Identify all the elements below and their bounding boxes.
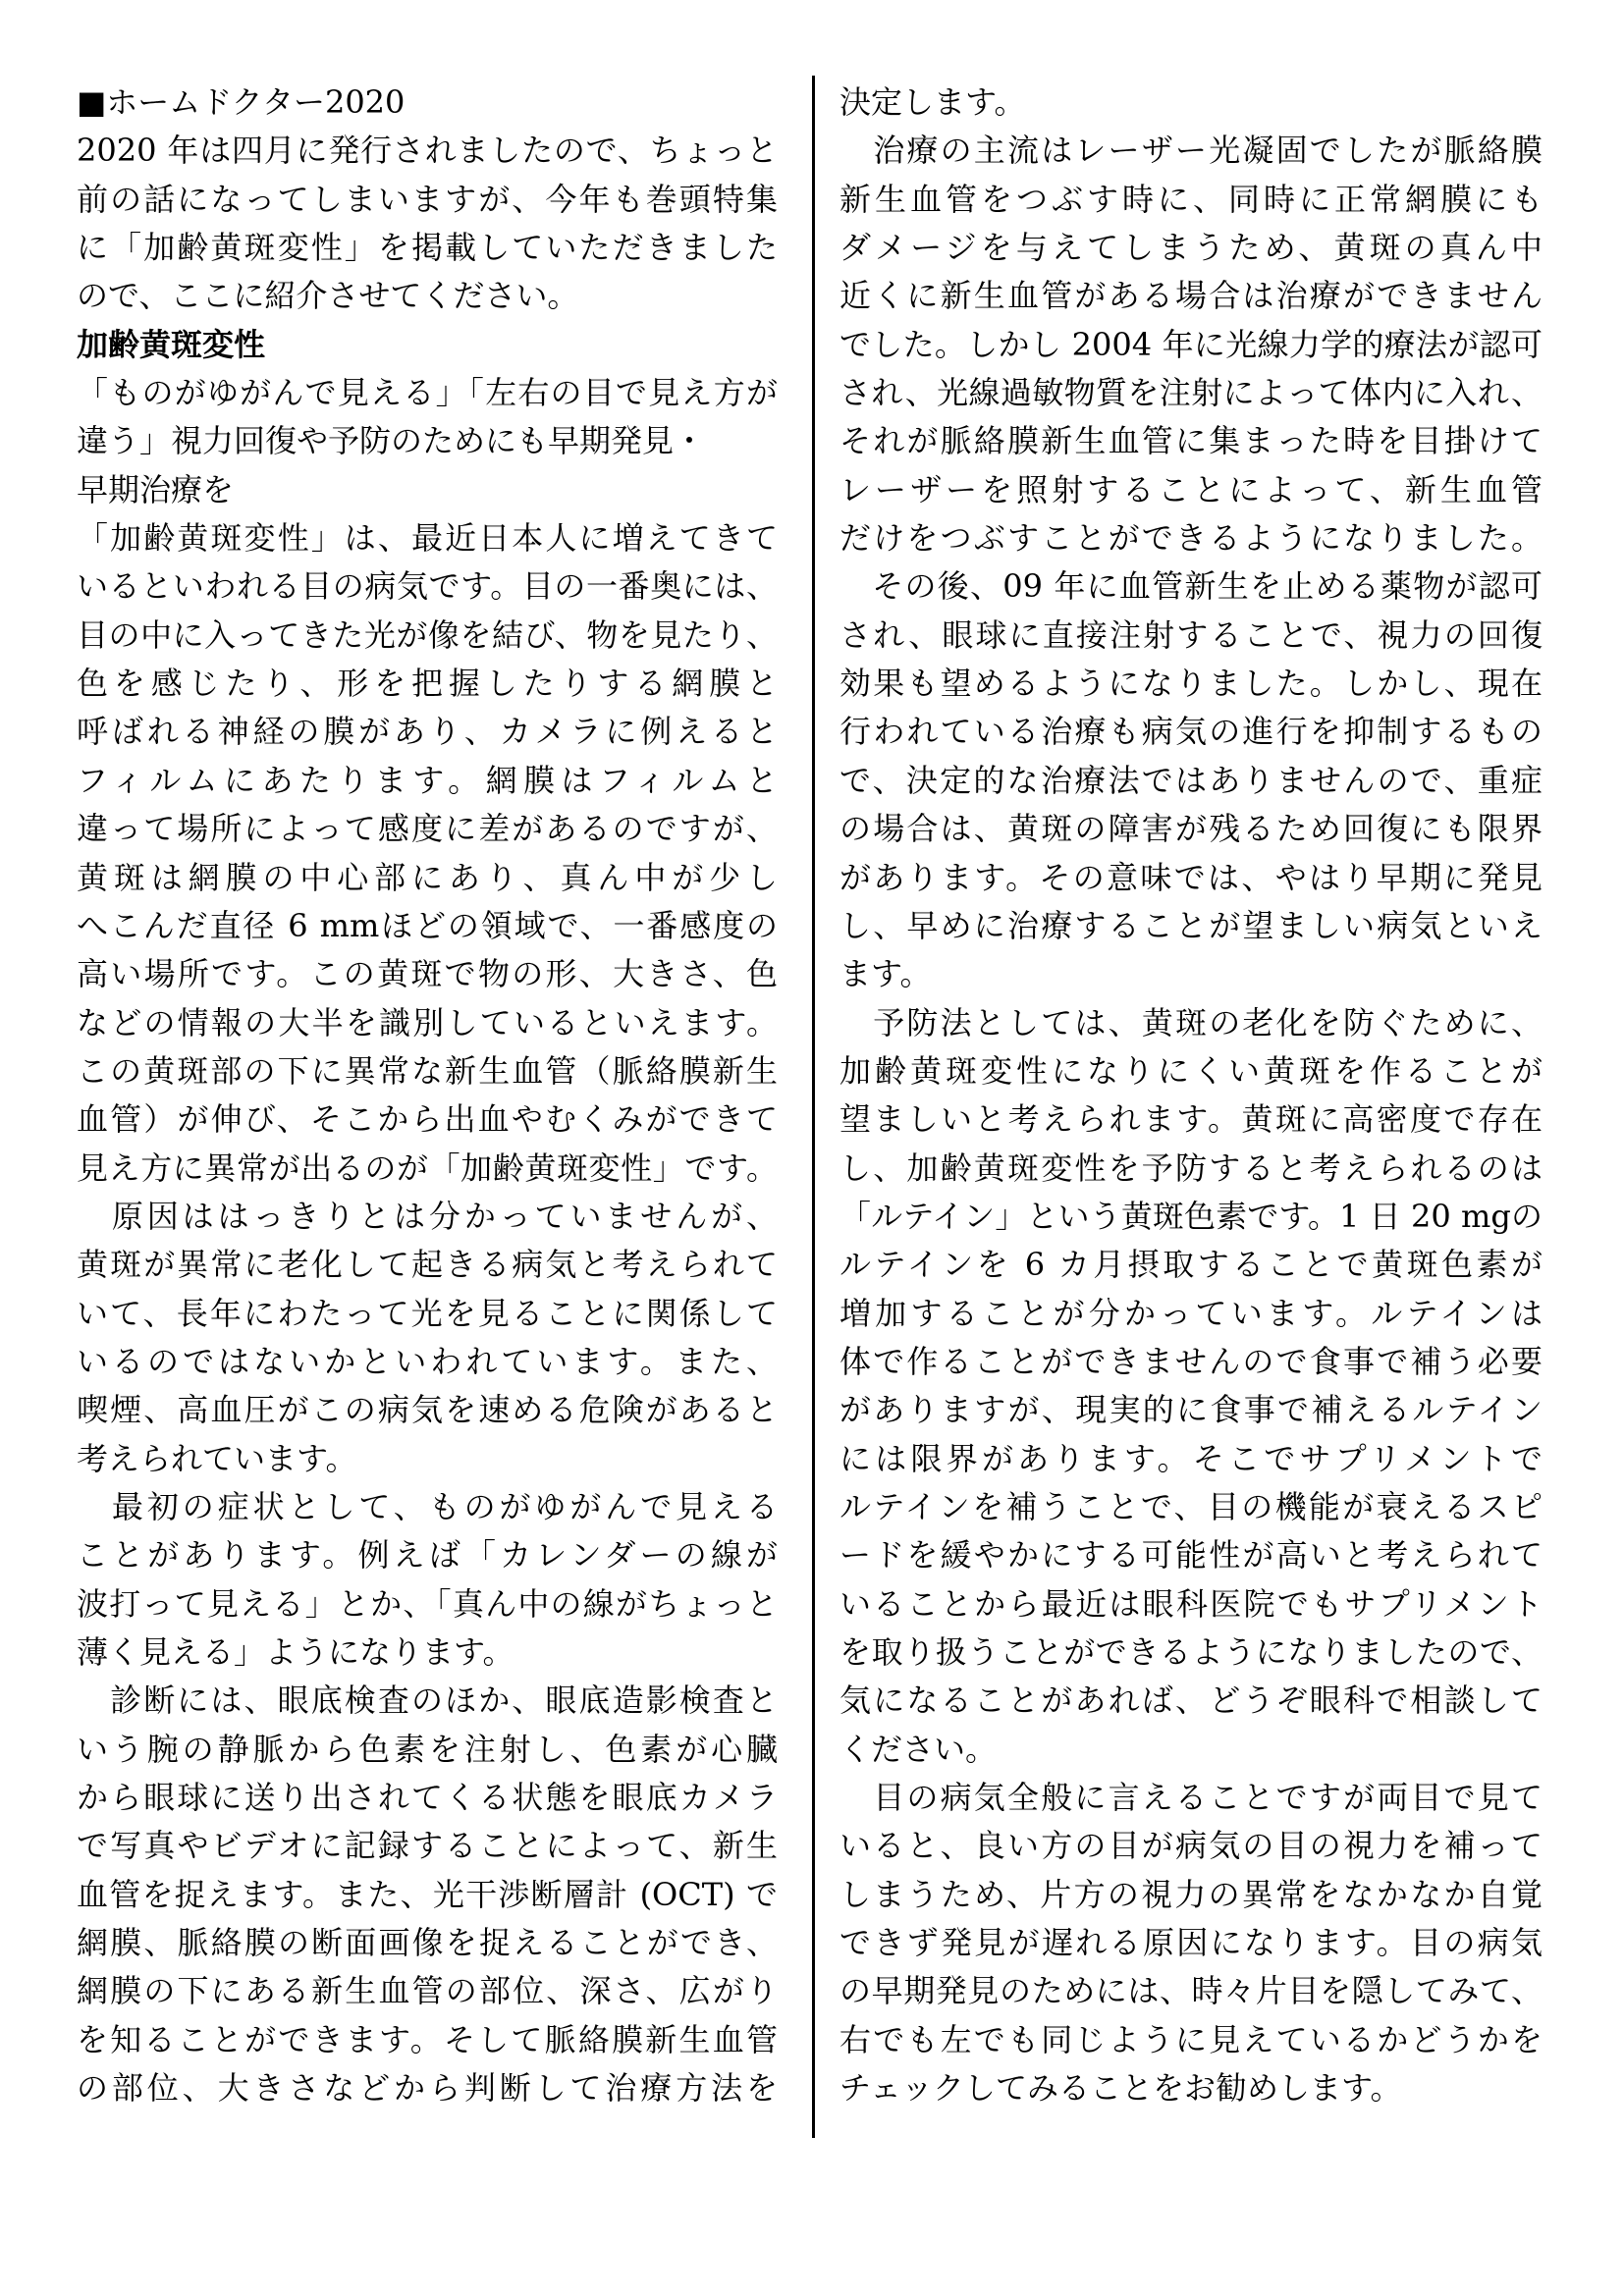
text-line: 波打って見える」とか、「真ん中の線がちょっと <box>77 1584 778 1623</box>
text-line: 右でも左でも同じように見えているかどうかを <box>839 2020 1543 2058</box>
text-line: いると、良い方の目が病気の目の視力を補って <box>839 1827 1543 1865</box>
text-line: 決定します。 <box>839 83 1026 121</box>
text-line: を知ることができます。そして脈絡膜新生血管 <box>77 2020 778 2058</box>
text-line: ことがあります。例えば「カレンダーの線が <box>77 1536 778 1575</box>
section-heading: 加齢黄斑変性 <box>77 325 266 363</box>
text-line: いるといわれる目の病気です。目の一番奥には、 <box>77 567 778 606</box>
column-divider <box>812 76 815 2138</box>
text-line: 行われている治療も病気の進行を抑制するもの <box>839 713 1543 751</box>
text-line: それが脈絡膜新生血管に集まった時を目掛けて <box>839 422 1543 460</box>
text-line: 呼ばれる神経の膜があり、カメラに例えると <box>77 713 778 751</box>
text-line: から眼球に送り出されてくる状態を眼底カメラ <box>77 1779 778 1817</box>
text-line: 血管を捉えます。また、光干渉断層計 (OCT) で <box>77 1875 778 1913</box>
text-line: 目の病気全般に言えることですが両目で見て <box>839 1779 1543 1817</box>
text-line: で写真やビデオに記録することによって、新生 <box>77 1827 778 1865</box>
text-line: 網膜、脈絡膜の断面画像を捉えることができ、 <box>77 1924 778 1962</box>
text-line: 効果も望めるようになりました。しかし、現在 <box>839 665 1543 703</box>
text-line: その後、09 年に血管新生を止める薬物が認可 <box>839 567 1543 606</box>
text-line: 黄斑が異常に老化して起きる病気と考えられて <box>77 1246 778 1284</box>
text-line: ルテインを補うことで、目の機能が衰えるスピ <box>839 1487 1543 1525</box>
text-line: ルテインを 6 カ月摂取することで黄斑色素が <box>839 1246 1543 1284</box>
text-line: できず発見が遅れる原因になります。目の病気 <box>839 1924 1543 1962</box>
text-line: 喫煙、高血圧がこの病気を速める危険があると <box>77 1391 778 1429</box>
text-line: しまうため、片方の視力の異常をなかなか自覚 <box>839 1875 1543 1913</box>
text-line: ■ホームドクター2020 <box>77 83 406 121</box>
text-line: 「ルテイン」という黄斑色素です。1 日 20 mgの <box>839 1197 1543 1235</box>
text-line: 目の中に入ってきた光が像を結び、物を見たり、 <box>77 615 778 654</box>
text-line: 2020 年は四月に発行されましたので、ちょっと <box>77 132 778 170</box>
text-line: 加齢黄斑変性になりにくい黄斑を作ることが <box>839 1051 1543 1090</box>
text-line: の場合は、黄斑の障害が残るため回復にも限界 <box>839 810 1543 848</box>
text-line: の早期発見のためには、時々片目を隠してみて、 <box>839 1972 1543 2010</box>
text-line: ます。 <box>839 955 932 993</box>
text-line: だけをつぶすことができるようになりました。 <box>839 519 1543 558</box>
text-line: 増加することが分かっています。ルテインは <box>839 1294 1543 1332</box>
text-line: 体で作ることができませんので食事で補う必要 <box>839 1342 1543 1380</box>
text-line: に「加齢黄斑変性」を掲載していただきました <box>77 229 778 267</box>
text-line: 網膜の下にある新生血管の部位、深さ、広がり <box>77 1972 778 2010</box>
text-line: し、加齢黄斑変性を予防すると考えられるのは <box>839 1148 1543 1187</box>
text-line: 原因ははっきりとは分かっていませんが、 <box>77 1197 778 1235</box>
text-line: チェックしてみることをお勧めします。 <box>839 2069 1402 2108</box>
right-column <box>839 79 1543 2112</box>
text-line: 早期治療を <box>77 470 235 508</box>
text-line: の部位、大きさなどから判断して治療方法を <box>77 2069 778 2108</box>
text-line: 「加齢黄斑変性」は、最近日本人に増えてきて <box>77 519 778 558</box>
text-line: いることから最近は眼科医院でもサプリメント <box>839 1584 1543 1623</box>
text-line: 色を感じたり、形を把握したりする網膜と <box>77 665 778 703</box>
text-line: を取り扱うことができるようになりましたので、 <box>839 1633 1543 1671</box>
text-line: 「ものがゆがんで見える」「左右の目で見え方が <box>77 374 778 412</box>
text-line: 予防法としては、黄斑の老化を防ぐために、 <box>839 1003 1543 1041</box>
text-line: 黄斑は網膜の中心部にあり、真ん中が少し <box>77 858 778 896</box>
text-line: 見え方に異常が出るのが「加齢黄斑変性」です。 <box>77 1148 778 1187</box>
text-line: には限界があります。そこでサプリメントで <box>839 1439 1543 1477</box>
text-line: 違って場所によって感度に差があるのですが、 <box>77 810 778 848</box>
text-line: ください。 <box>839 1730 998 1768</box>
text-line: 血管）が伸び、そこから出血やむくみができて <box>77 1100 778 1139</box>
text-line: し、早めに治療することが望ましい病気といえ <box>839 906 1543 944</box>
text-line: でした。しかし 2004 年に光線力学的療法が認可 <box>839 325 1543 363</box>
text-line: 新生血管をつぶす時に、同時に正常網膜にも <box>839 180 1543 218</box>
text-line: ダメージを与えてしまうため、黄斑の真ん中 <box>839 229 1543 267</box>
text-line: などの情報の大半を識別しているといえます。 <box>77 1003 778 1041</box>
text-line: され、光線過敏物質を注射によって体内に入れ、 <box>839 374 1543 412</box>
text-line: へこんだ直径 6 mmほどの領域で、一番感度の <box>77 906 778 944</box>
text-line: ので、ここに紹介させてください。 <box>77 277 579 315</box>
text-line: 前の話になってしまいますが、今年も巻頭特集 <box>77 180 778 218</box>
text-line: レーザーを照射することによって、新生血管 <box>839 470 1543 508</box>
text-line: いう腕の静脈から色素を注射し、色素が心臓 <box>77 1730 778 1768</box>
text-line: いて、長年にわたって光を見ることに関係して <box>77 1294 778 1332</box>
text-line: 近くに新生血管がある場合は治療ができません <box>839 277 1543 315</box>
text-line: フィルムにあたります。網膜はフィルムと <box>77 761 778 799</box>
text-line: がありますが、現実的に食事で補えるルテイン <box>839 1391 1543 1429</box>
text-line: 高い場所です。この黄斑で物の形、大きさ、色 <box>77 955 778 993</box>
text-line: 薄く見える」ようになります。 <box>77 1633 514 1671</box>
text-line: ードを緩やかにする可能性が高いと考えられて <box>839 1536 1543 1575</box>
text-line: で、決定的な治療法ではありませんので、重症 <box>839 761 1543 799</box>
text-line: この黄斑部の下に異常な新生血管（脈絡膜新生 <box>77 1051 778 1090</box>
text-line: 望ましいと考えられます。黄斑に高密度で存在 <box>839 1100 1543 1139</box>
left-column <box>77 79 778 2112</box>
text-line: 診断には、眼底検査のほか、眼底造影検査と <box>77 1682 778 1720</box>
text-line: 最初の症状として、ものがゆがんで見える <box>77 1487 778 1525</box>
text-line: され、眼球に直接注射することで、視力の回復 <box>839 615 1543 654</box>
text-line: 違う」視力回復や予防のためにも早期発見・ <box>77 422 706 460</box>
text-line: があります。その意味では、やはり早期に発見 <box>839 858 1543 896</box>
text-line: 考えられています。 <box>77 1439 357 1477</box>
text-line: 治療の主流はレーザー光凝固でしたが脈絡膜 <box>839 132 1543 170</box>
text-line: いるのではないかといわれています。また、 <box>77 1342 778 1380</box>
text-line: 気になることがあれば、どうぞ眼科で相談して <box>839 1682 1543 1720</box>
